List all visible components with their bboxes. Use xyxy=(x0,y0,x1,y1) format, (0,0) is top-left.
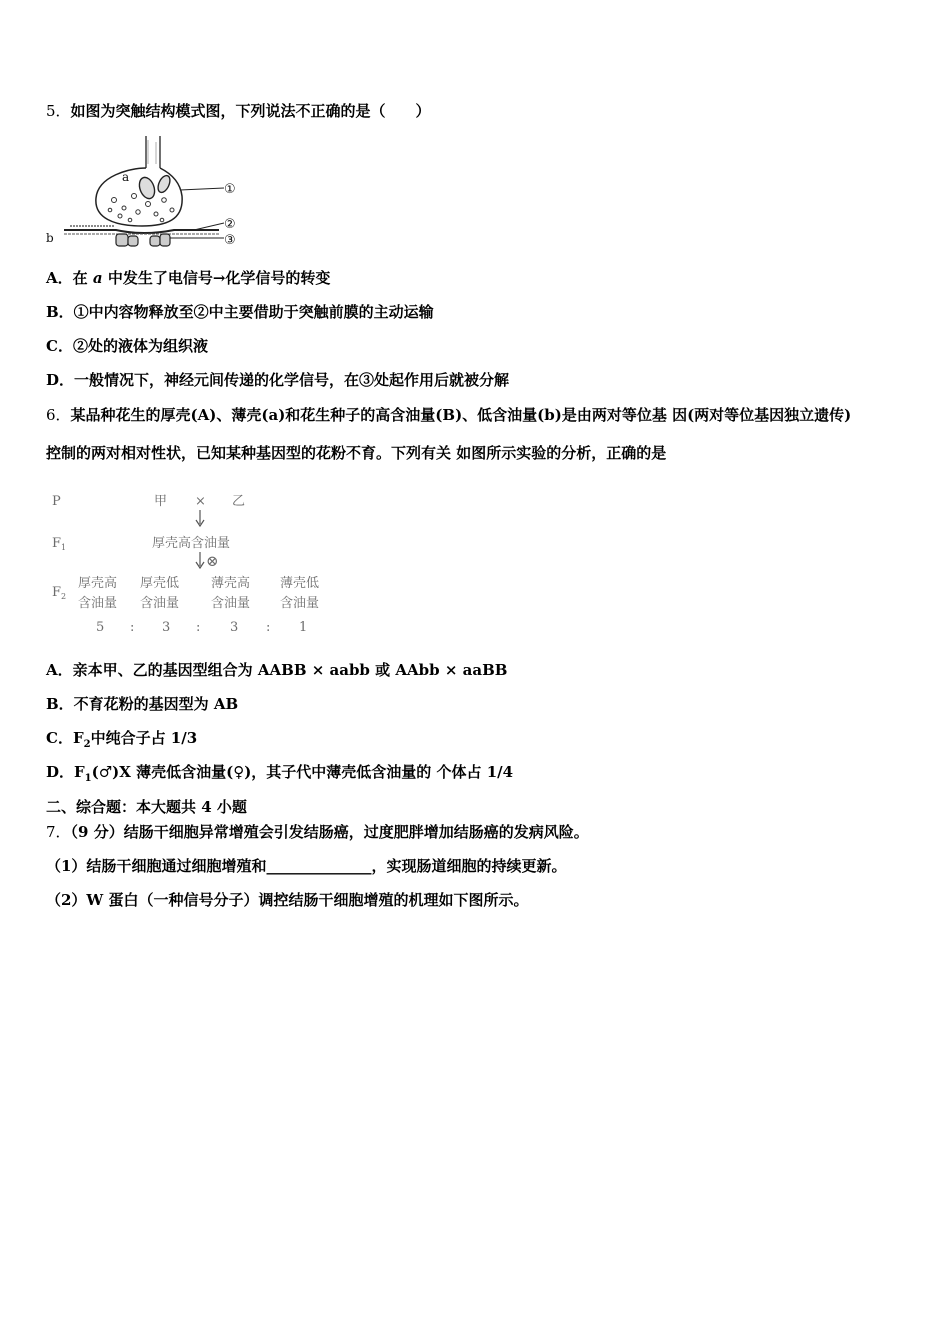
q6-option-d: D．$F_1(♂)X$ 薄壳低含油量(♀)，其子代中薄壳低含油量的 个体占 1/4 xyxy=(46,763,514,784)
q5-option-a: A．在 a 中发生了电信号→化学信号的转变 xyxy=(46,269,331,287)
q5-stem-text: 如图为突触结构模式图，下列说法不正确的是（ ） xyxy=(70,102,431,120)
q6-option-b: B．不育花粉的基因型为 AB xyxy=(46,695,239,713)
q6-option-c: C．$F_2$中纯合子占 1/3 xyxy=(46,729,198,750)
gen-parent1: 甲 xyxy=(154,494,168,509)
f2-pheno4-line1: 薄壳低 xyxy=(280,576,320,591)
f2-pheno4-line2: 含油量 xyxy=(280,596,320,611)
q6-option-a: A．亲本甲、乙的基因型组合为 AABB × aabb 或 AAbb × aaBB xyxy=(46,661,508,679)
gen-cross: × xyxy=(195,494,206,509)
receptor xyxy=(116,234,128,246)
q7-sub1: （1）结肠干细胞通过细胞增殖和______________，实现肠道细胞的持续更新。 xyxy=(46,857,567,875)
synapse-figure xyxy=(44,134,244,252)
label-2: ② xyxy=(224,217,236,232)
q6-stem-line2: 控制的两对相对性状，已知某种基因型的花粉不育。下列有关 如图所示实验的分析，正确的是 xyxy=(46,444,667,462)
q5-stem xyxy=(46,101,431,121)
label-1: ① xyxy=(224,182,236,197)
selfing-symbol: ⊗ xyxy=(206,552,219,570)
receptor xyxy=(150,236,160,246)
q5-number: 5． xyxy=(46,102,71,120)
q5-option-c: C．②处的液体为组织液 xyxy=(46,337,208,355)
label-b: b xyxy=(46,231,54,245)
ratio-4: 3 xyxy=(230,620,239,635)
label-3: ③ xyxy=(224,233,236,248)
label-a: a xyxy=(122,170,130,184)
genetic-cross-diagram xyxy=(44,488,344,638)
section2-title: 二、综合题：本大题共 4 小题 xyxy=(46,798,247,816)
italic-a: a xyxy=(92,269,103,287)
gen-F2: $F_2$ xyxy=(52,585,67,601)
f2-pheno1-line2: 含油量 xyxy=(78,596,118,611)
f2-pheno2-line1: 厚壳低 xyxy=(140,576,180,591)
ratio-2: 3 xyxy=(162,620,171,635)
ratio-1: : xyxy=(130,620,135,635)
gen-parent2: 乙 xyxy=(232,494,246,509)
q5-option-b: B．①中内容物释放至②中主要借助于突触前膜的主动运输 xyxy=(46,303,434,321)
f2-pheno1-line1: 厚壳高 xyxy=(78,576,118,591)
ratio-5: : xyxy=(266,620,271,635)
f2-pheno3-line1: 薄壳高 xyxy=(211,576,251,591)
f2-pheno3-line2: 含油量 xyxy=(211,596,251,611)
gen-P: P xyxy=(52,494,61,509)
receptor xyxy=(160,234,170,246)
gen-f1-pheno: 厚壳高含油量 xyxy=(152,536,231,551)
q7-number: 7． xyxy=(46,823,71,841)
f2-pheno2-line2: 含油量 xyxy=(140,596,180,611)
q7-answer-blank[interactable]: ______________ xyxy=(266,857,372,875)
q7-stem: 7．（9 分）结肠干细胞异常增殖会引发结肠癌，过度肥胖增加结肠癌的发病风险。 xyxy=(46,823,589,841)
receptor xyxy=(128,236,138,246)
ratio-0: 5 xyxy=(96,620,105,635)
q6-stem-line1: 6．某品种花生的厚壳(A)、薄壳(a)和花生种子的高含油量(B)、低含油量(b)是由两对等位基 因(两对等位基因独立遗传) xyxy=(46,406,852,424)
q6-number: 6． xyxy=(46,406,71,424)
q5-option-d: D．一般情况下，神经元间传递的化学信号，在③处起作用后就被分解 xyxy=(46,371,510,389)
postsynaptic-membrane xyxy=(64,230,219,233)
q7-sub2: （2）W 蛋白（一种信号分子）调控结肠干细胞增殖的机理如下图所示。 xyxy=(46,891,529,909)
gen-F1: $F_1$ xyxy=(52,536,67,552)
ratio-6: 1 xyxy=(299,620,308,635)
ratio-3: : xyxy=(196,620,201,635)
